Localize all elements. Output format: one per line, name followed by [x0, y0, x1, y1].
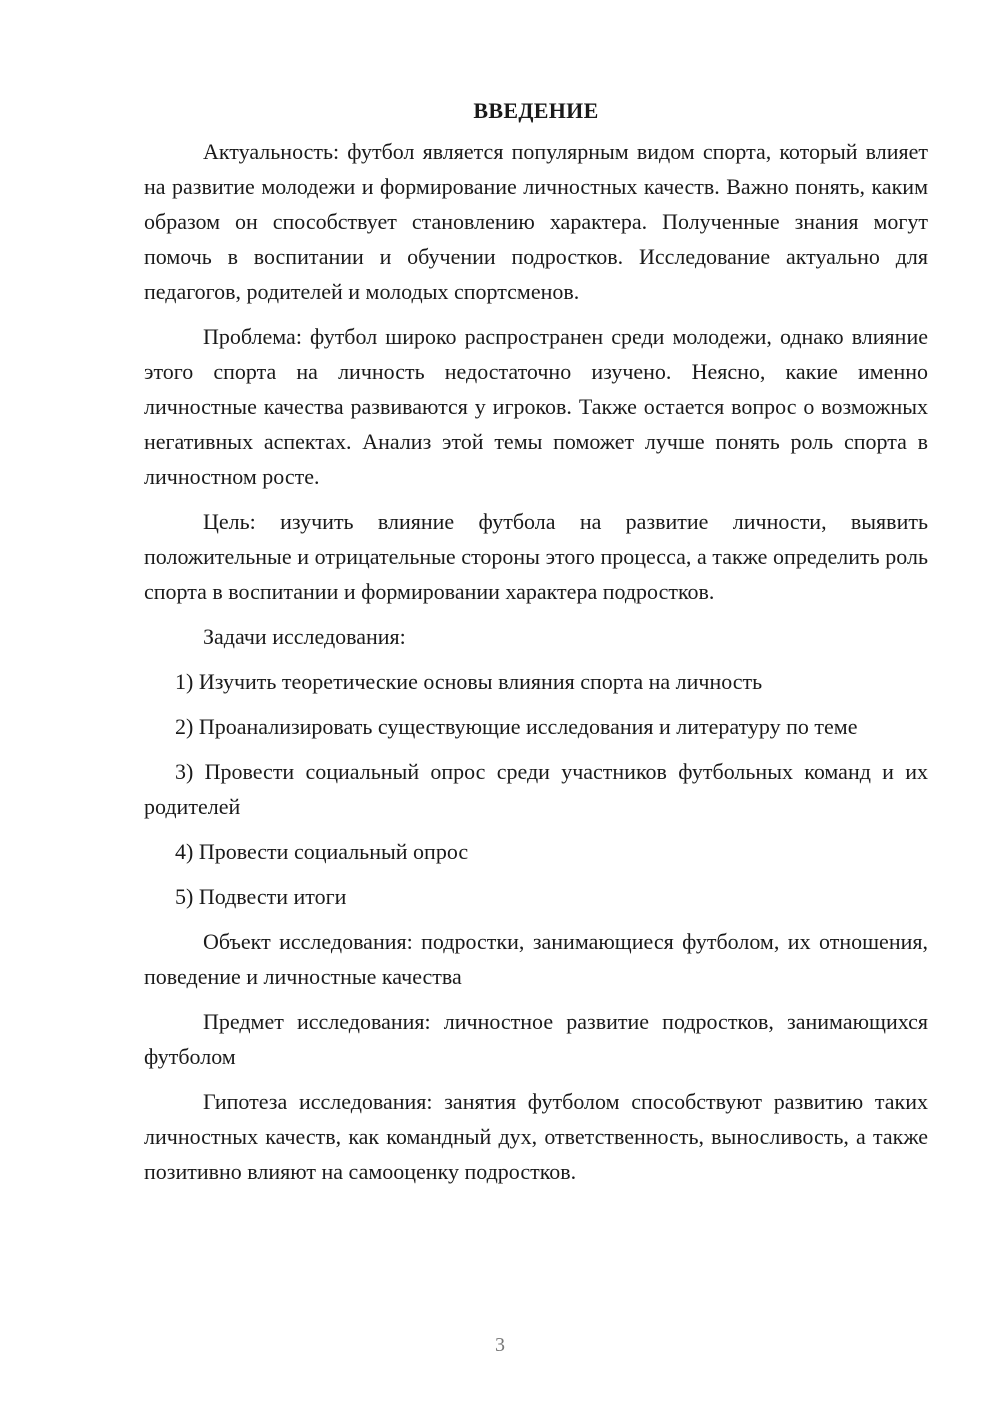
task-item-4: 4) Провести социальный опрос [175, 839, 469, 864]
paragraph-object: Объект исследования: подростки, занимающиеся футболом, их отношения, поведение и личностные качества [144, 929, 928, 989]
paragraph-goal: Цель: изучить влияние футбола на развитие личности, выявить положительные и отрицательные стороны этого процесса, а также определить роль спорта в воспитании и формировании характера подростков. [144, 509, 928, 604]
paragraph-problem: Проблема: футбол широко распространен среди молодежи, однако влияние этого спорта на личность недостаточно изучено. Неясно, какие именно личностные качества развиваются у игроков. Также остается вопрос о возможных негативных аспектах. Анализ этой темы поможет лучше понять роль спорта в личностном росте. [144, 324, 928, 489]
paragraph-relevance: Актуальность: футбол является популярным видом спорта, который влияет на развитие молодежи и формирование личностных качеств. Важно понять, каким образом он способствует становлению характера. Полученные знания могут помочь в воспитании и обучении подростков. Исследование актуально для педагогов, родителей и молодых спортсменов. [144, 139, 928, 304]
task-item-5: 5) Подвести итоги [175, 884, 347, 909]
paragraph-subject: Предмет исследования: личностное развитие подростков, занимающихся футболом [144, 1009, 928, 1069]
document-page [144, 96, 928, 1199]
paragraph-hypothesis: Гипотеза исследования: занятия футболом способствуют развитию таких личностных качеств, как командный дух, ответственность, выносливость, а также позитивно влияют на самооценку подростков. [144, 1089, 928, 1184]
page-number: 3 [495, 1334, 505, 1356]
task-item-1: 1) Изучить теоретические основы влияния спорта на личность [175, 669, 763, 694]
task-item-2: 2) Проанализировать существующие исследования и литературу по теме [175, 714, 858, 739]
paragraph-tasks-heading: Задачи исследования: [203, 624, 406, 649]
task-item-3: 3) Провести социальный опрос среди участников футбольных команд и их родителей [144, 759, 928, 819]
section-title: ВВЕДЕНИЕ [473, 98, 599, 123]
